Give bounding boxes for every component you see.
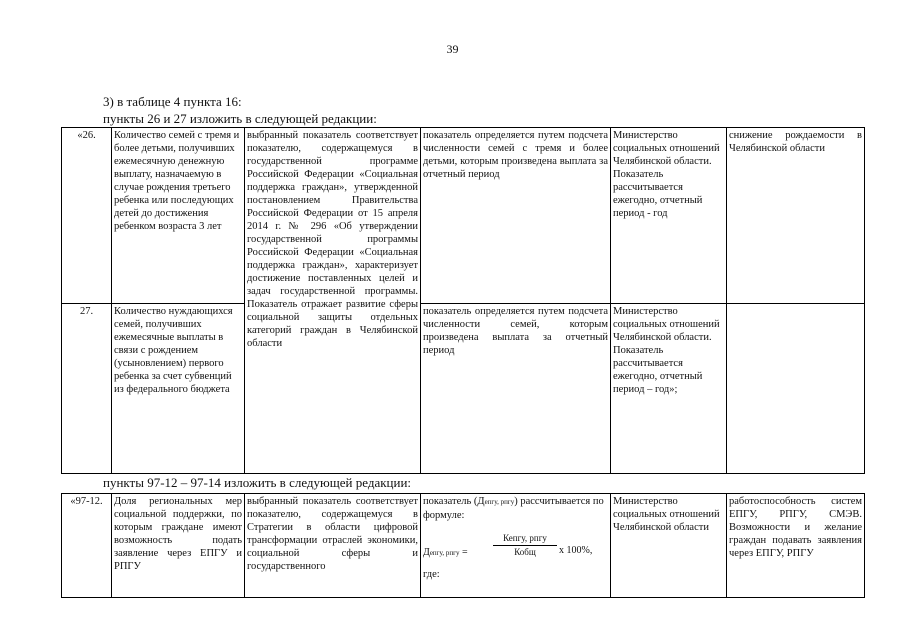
responsible-body: Министерство социальных отношений Челябинской области. Показатель рассчитывается ежегодно, отчетный период – год»; [611, 304, 727, 474]
table-indicators-1 [61, 127, 865, 474]
intro-line-2: пункты 26 и 27 изложить в следующей редакции: [103, 111, 377, 126]
formula-numerator: Кепгу, рпгу [493, 532, 557, 546]
influencing-factors: снижение рождаемости в Челябинской области [727, 128, 865, 304]
influencing-factors [727, 304, 865, 474]
page-number: 39 [446, 42, 459, 56]
formula-lhs: Д [423, 547, 430, 558]
row-number: «26. [62, 128, 112, 304]
indicator-name: Количество семей с тремя и более детьми, получивших ежемесячную денежную выплату, назначаемую в случае рождения третьего ребенка или последующих детей до достижения ребенком возраста 3 лет [112, 128, 245, 304]
table-indicators-2 [61, 493, 865, 598]
indicator-name: Доля региональных мер социальной поддержки, по которым граждане имеют возможность подать заявление через ЕПГУ и РПГУ [112, 494, 245, 598]
formula-denominator: Кобщ [514, 547, 536, 557]
formula-where: где: [423, 569, 440, 580]
indicator-rationale: выбранный показатель соответствует показателю, содержащемуся в Стратегии в области цифровой трансформации отраслей экономики, социальной сферы и государственного [245, 494, 421, 598]
section-heading-97: пункты 97-12 – 97-14 изложить в следующей редакции: [103, 475, 412, 490]
responsible-body: Министерство социальных отношений Челябинской области. Показатель рассчитывается ежегодно, отчетный период - год [611, 128, 727, 304]
formula-lhs-subscript: епгу, рпгу [429, 549, 460, 557]
table-row [62, 304, 865, 474]
indicator-rationale: выбранный показатель соответствует показателю, содержащемуся в государственной программе Российской Федерации «Социальная поддержка граждан», утвержденной постановлением Правительства Российской Федерации от 15 апреля 2014 г. № 296 «Об утверждении государственной программы Российской Федерации «Социальная поддержка граждан», характеризует достижение поставленных целей и задач государственной программы. Показатель отражает развитие сферы социальной защиты отдельных категорий граждан в Челябинской области [245, 128, 421, 474]
calculation-method: показатель определяется путем подсчета численности семей, которым произведена выплата за отчетный период [421, 304, 611, 474]
row-number: «97-12. [62, 494, 112, 598]
calculation-method [421, 494, 611, 598]
row-number: 27. [62, 304, 112, 474]
table-row [62, 494, 865, 598]
calculation-method: показатель определяется путем подсчета численности семей с тремя и более детьми, которым произведена выплата за отчетный период [421, 128, 611, 304]
formula: Депгу, рпгу = Кепгу, рпгу Кобщ х 100%, [423, 533, 593, 558]
method-text-2: ) рассчитывается по формуле: [423, 496, 604, 521]
method-text: показатель (Д [423, 496, 485, 507]
intro-line-1: 3) в таблице 4 пункта 16: [103, 94, 242, 109]
formula-rhs: х 100%, [559, 545, 593, 556]
influencing-factors: работоспособность систем ЕПГУ, РПГУ, СМЭВ. Возможности и желание граждан подавать заявления через ЕПГУ, РПГУ [727, 494, 865, 598]
method-subscript: епгу, рпгу [484, 498, 515, 506]
indicator-name: Количество нуждающихся семей, получивших ежемесячные выплаты в связи с рождением (усыновлением) первого ребенка за счет субвенций из федерального бюджета [112, 304, 245, 474]
table-row [62, 128, 865, 304]
responsible-body: Министерство социальных отношений Челябинской области [611, 494, 727, 598]
